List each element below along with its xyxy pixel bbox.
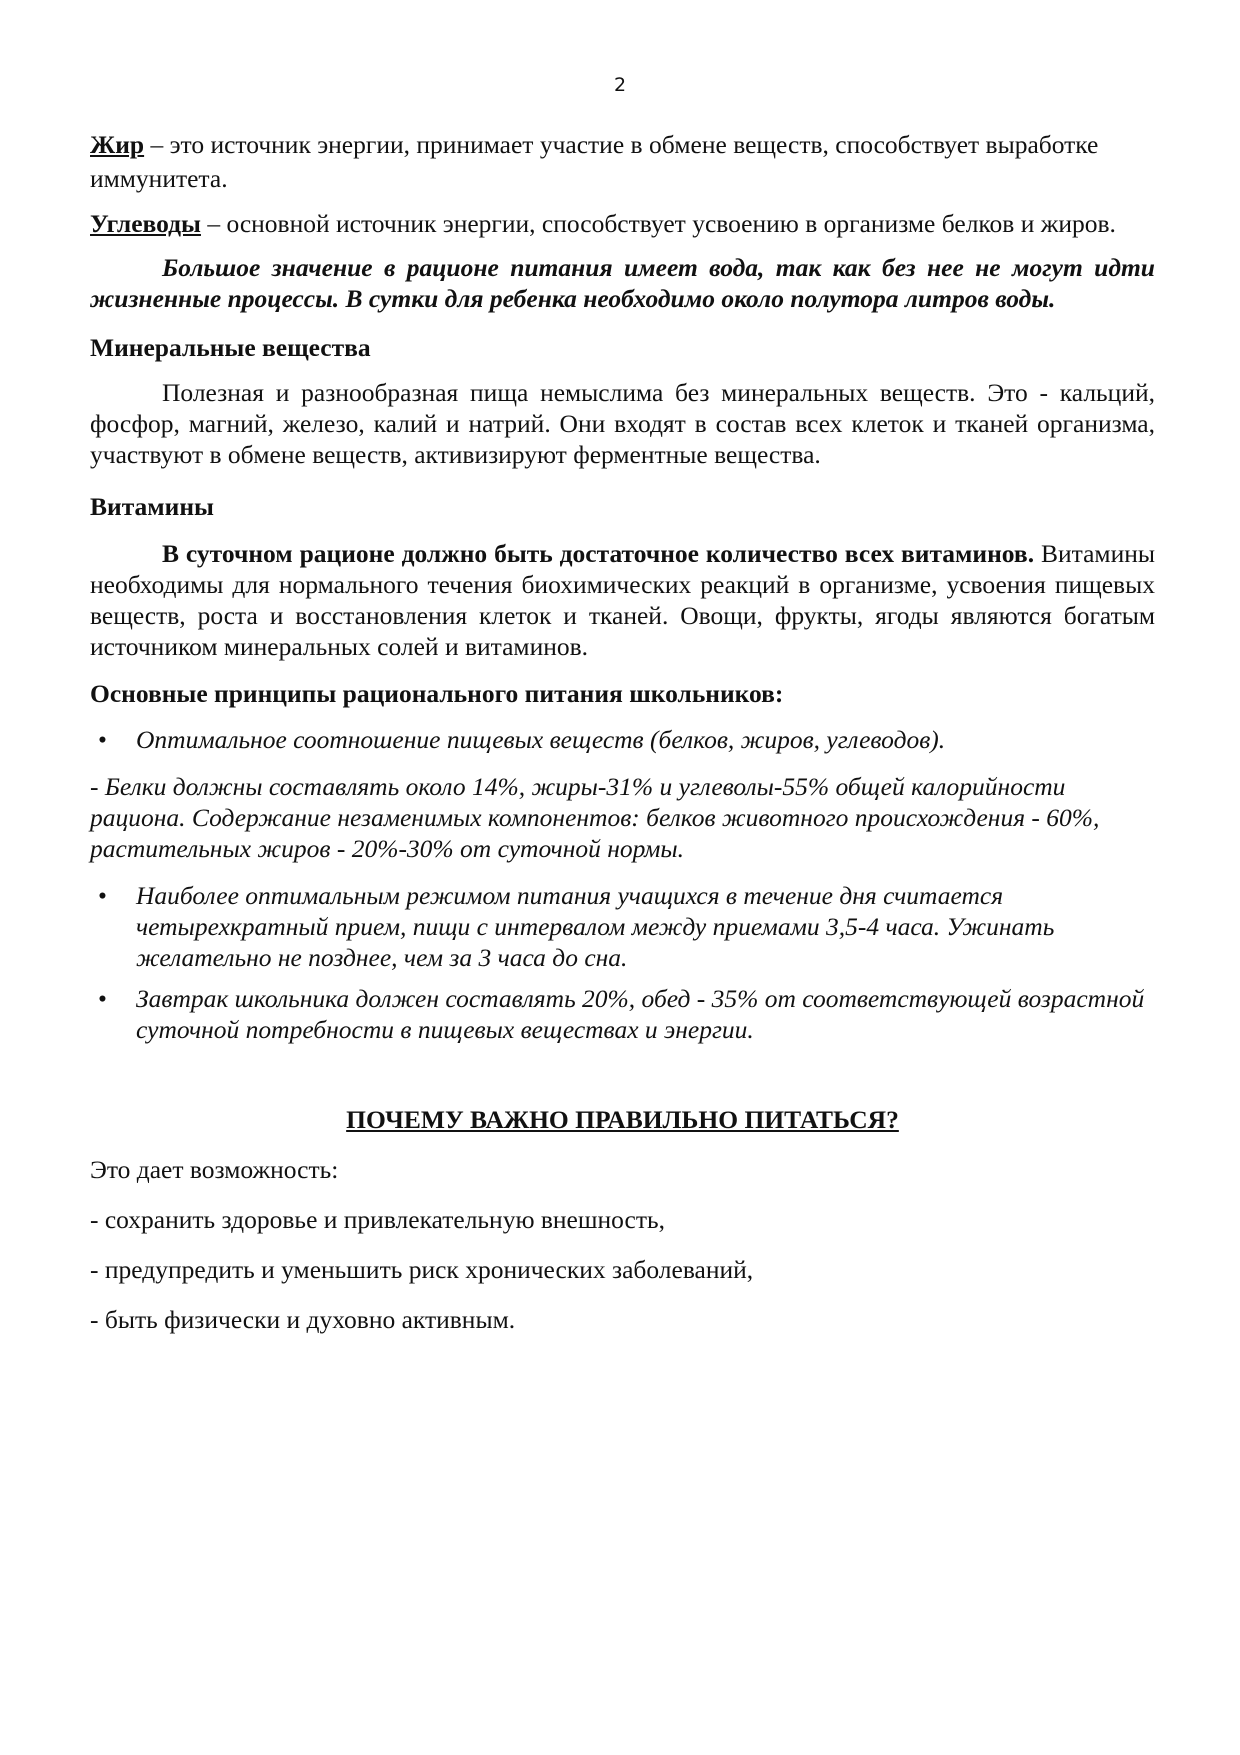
fat-text: – это источник энергии, принимает участие в обмене веществ, способствует выработке иммунитета. [90,130,1099,193]
minerals-text: Полезная и разнообразная пища немыслима без минеральных веществ. Это - кальций, фосфор, магний, железо, калий и натрий. Они входят в состав всех клеток и тканей организма, участвуют в обмене веществ, активизируют ферментные вещества. [90,378,1155,469]
principles-list-1 [90,723,1155,757]
vitamins-text: Витамины необходимы для нормального течения биохимических реакций в организме, усвоения пищевых веществ, роста и восстановления клеток и тканей. Овощи, фрукты, ягоды являются богатым источником минеральных солей и витаминов. [90,539,1155,661]
list-item: • Наиболее оптимальным режимом питания учащихся в течение дня считается четырехкратный прием, пищи с интервалом между приемами 3,5-4 часа. Ужинать желательно не позднее, чем за 3 часа до сна. [98,881,1055,972]
page-number: 2 [613,74,627,96]
document-body [90,128,1155,1337]
bullet-icon: • [98,725,107,754]
vitamins-heading: Витамины [90,492,214,521]
water-note: Большое значение в рационе питания имеет вода, так как без нее не могут идти жизненные процессы. В сутки для ребенка необходимо около полутора литров воды. [90,253,1155,313]
principles-detail: - Белки должны составлять около 14%, жиры-31% и углеволы-55% общей калорийности рациона. Содержание незаменимых компонентов: белков животного происхождения - 60%, растительных жиров - 20%-30% от суточной нормы. [90,772,1100,863]
carbs-text: – основной источник энергии, способствует усвоению в организме белков и жиров. [200,209,1116,238]
why-item: - сохранить здоровье и привлекательную внешность, [90,1205,666,1234]
why-item: - быть физически и духовно активным. [90,1305,516,1334]
why-title: ПОЧЕМУ ВАЖНО ПРАВИЛЬНО ПИТАТЬСЯ? [346,1105,899,1134]
bullet-icon: • [98,984,107,1013]
carbs-paragraph [90,207,1155,241]
fat-term: Жир [90,130,145,159]
bullet-icon: • [98,881,107,910]
principles-heading: Основные принципы рационального питания школьников: [90,679,784,708]
why-intro: Это дает возможность: [90,1155,339,1184]
why-item: - предупредить и уменьшить риск хронических заболеваний, [90,1255,754,1284]
vitamins-paragraph [90,538,1155,662]
list-item: • Оптимальное соотношение пищевых веществ (белков, жиров, углеводов). [90,723,1155,757]
list-item: • Завтрак школьника должен составлять 20%, обед - 35% от соответствующей возрастной суточной потребности в пищевых веществах и энергии. [98,984,1145,1044]
fat-paragraph [90,128,1155,196]
principles-list-2 [90,880,1155,1045]
carbs-term: Углеводы [90,209,201,238]
vitamins-bold-text: В суточном рационе должно быть достаточное количество всех витаминов. [162,539,1035,568]
minerals-heading: Минеральные вещества [90,333,371,362]
